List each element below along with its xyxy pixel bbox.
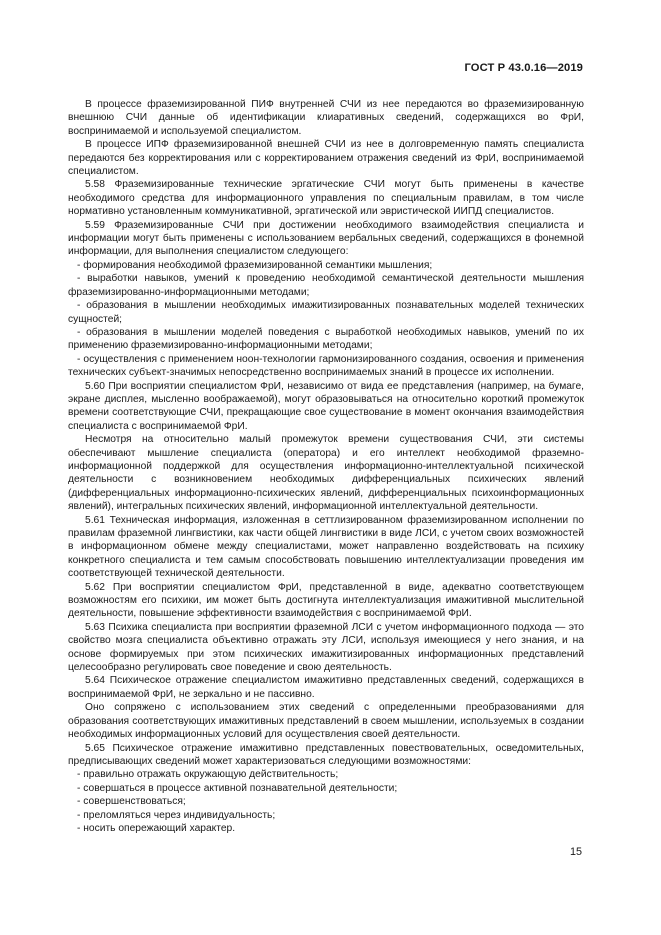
list-item: - выработки навыков, умений к проведению необходимой семантической деятельности мышления фраземизированно-информационными методами; xyxy=(68,273,584,298)
list-item: - образования в мышлении моделей поведения с выработкой необходимых навыков, умений по их применению фраземизированно-информационными методами; xyxy=(68,326,584,352)
list-item: - формирования необходимой фраземизированной семантики мышления; xyxy=(77,259,433,271)
list-item: - правильно отражать окружающую действительность; xyxy=(77,769,339,781)
list-item: - совершаться в процессе активной познавательной деятельности; xyxy=(77,782,398,794)
list-item: - преломляться через индивидуальность; xyxy=(77,809,276,821)
paragraph: 5.62 При восприятии специалистом ФрИ, представленной в виде, адекватно соответствующем возможностям его психики, им может быть достигнута интеллектуализация имажитивной мыслительной деятельности, повышение эффективности взаимодействия с воспринимаемой ФрИ. xyxy=(68,581,584,620)
paragraph: В процессе фраземизированной ПИФ внутренней СЧИ из нее передаются во фраземизированную внешнюю СЧИ данные об идентификации клиаративных сведений, содержащихся во ФрИ, воспринимаемой и используемой специалистом. xyxy=(68,99,584,137)
list-item: - совершенствоваться; xyxy=(77,796,186,808)
list-item: - носить опережающий характер. xyxy=(77,822,236,834)
paragraph: Оно сопряжено с использованием этих сведений с определенными преобразованиями для образования соответствующих имажитивных представлений в своем мышлении, используемых в создании необходимых информационных условий для осуществления своей деятельности. xyxy=(68,702,584,741)
paragraph: 5.64 Психическое отражение специалистом имажитивно представленных сведений, содержащихся в воспринимаемой ФрИ, не зеркально и не пассивно. xyxy=(68,675,584,700)
paragraph: 5.63 Психика специалиста при восприятии фраземной ЛСИ с учетом информационного подхода — это свойство мозга специалиста объективно отражать эту ЛСИ, используя имеющиеся у него знания, и на основе формируемых при этом психических имажитизированных информационных представлений целесообразно регулировать свое поведение и свою деятельность. xyxy=(68,621,584,674)
document-body xyxy=(68,98,584,835)
paragraph: Несмотря на относительно малый промежуток времени существования СЧИ, эти системы обеспечивают мышление специалиста (оператора) и его интеллект необходимой фраземно-информационной поддержкой для осуществления информационно-интеллектуальной психической деятельности с возникновением необходимых дифференциальных психических явлений (дифференциальных информационно-психических явлений, дифференциальных психоинформационных явлений), интегральных психических явлений, информационной интеллектуальной деятельности. xyxy=(68,434,584,513)
list-item: - осуществления с применением ноон-технологии гармонизированного создания, освоения и применения технических субъект-значимых непосредственно воспринимаемых знаний в процессе их исполнении. xyxy=(68,353,584,379)
list-item: - образования в мышлении необходимых имажитизированных познавательных моделей технических сущностей; xyxy=(68,300,584,325)
paragraph: 5.61 Техническая информация, изложенная в сеттлизированном фраземизированном исполнении по правилам фраземной лингвистики, как части общей лингвистики в виде ЛСИ, с учетом своих возможностей в информационном обмене между специалистами, может направленно воздействовать на психику конкретного специалиста и тем самым способствовать повышению интеллектуализации проведения им соответствующей технической деятельности. xyxy=(68,514,584,580)
document-header: ГОСТ Р 43.0.16—2019 xyxy=(464,62,583,74)
paragraph: 5.59 Фраземизированные СЧИ при достижении необходимого взаимодействия специалиста и информации могут быть применены с использованием вербальных сведений, содержащихся в фонемной информации, для выполнения специалистом следующего: xyxy=(68,219,584,258)
paragraph: 5.65 Психическое отражение имажитивно представленных повествовательных, осведомительных, предписывающих сведений может характеризоваться следующими возможностями: xyxy=(68,742,584,767)
page-number: 15 xyxy=(569,846,582,858)
paragraph: 5.58 Фраземизированные технические эргатические СЧИ могут быть применены в качестве необходимого средства для информационного управления по специальным правилам, в том числе нормативно установленным коммуникативной, эргатической или эвристической ИИПД специалистов. xyxy=(68,179,584,218)
paragraph: 5.60 При восприятии специалистом ФрИ, независимо от вида ее представления (например, на бумаге, экране дисплея, мысленно воображаемой), могут образовываться на относительно короткий промежуток времени соответствующие СЧИ, прекращающие свое существование в момент окончания взаимодействия специалиста с воспринимаемой ФрИ. xyxy=(68,380,584,432)
paragraph: В процессе ИПФ фраземизированной внешней СЧИ из нее в долговременную память специалиста передаются без корректирования или с корректированием отражения сведений из ФрИ, воспринимаемой специалистом. xyxy=(68,139,584,178)
